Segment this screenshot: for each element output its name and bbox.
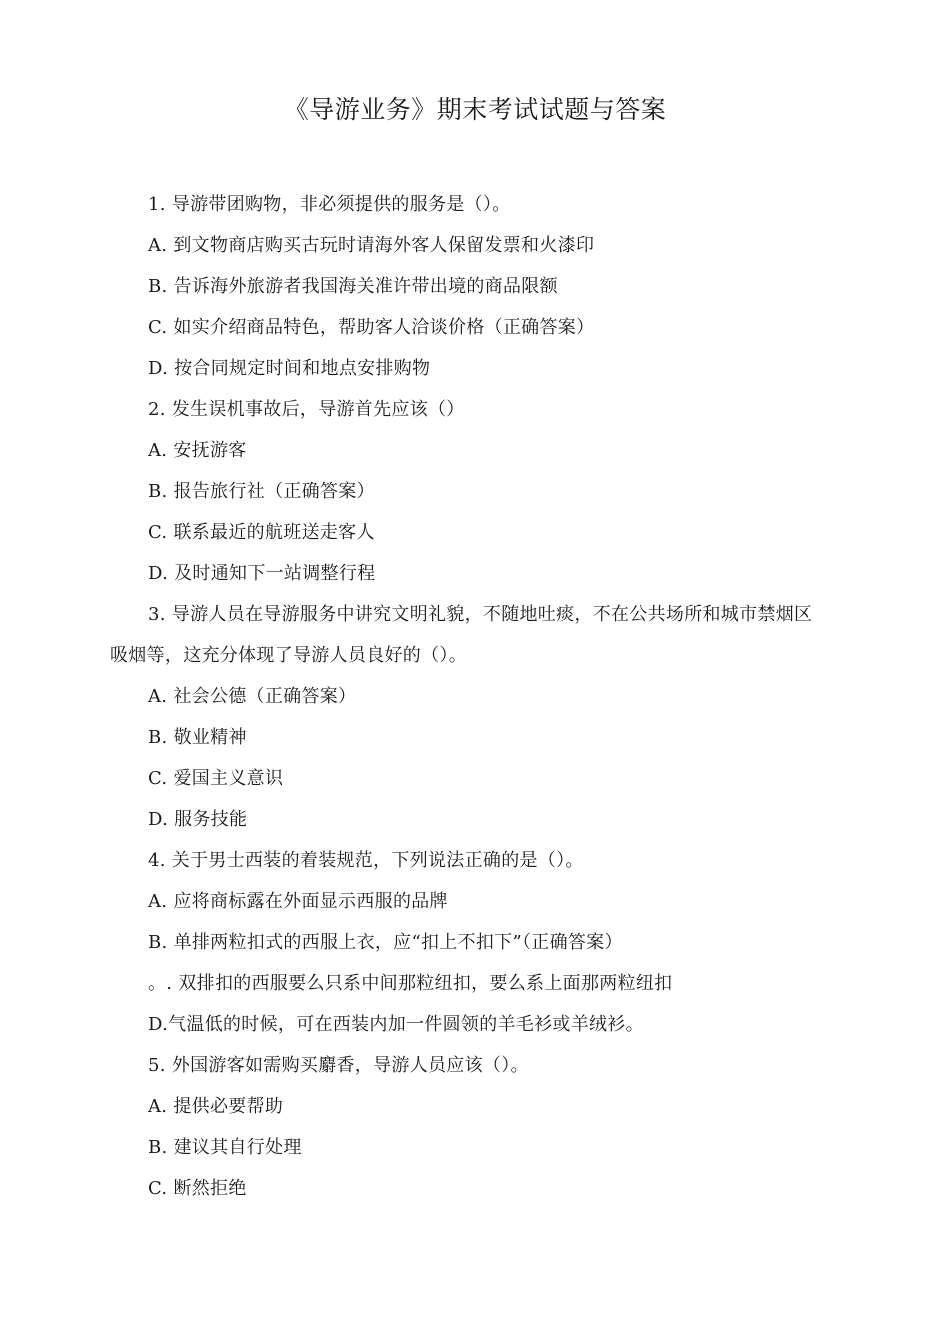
question-4-option-c: 。. 双排扣的西服要么只系中间那粒纽扣，要么系上面那两粒纽扣	[148, 973, 673, 994]
question-4-option-a: A. 应将商标露在外面显示西服的品牌	[148, 891, 448, 912]
question-2-option-d: D. 及时通知下一站调整行程	[148, 563, 376, 584]
question-3-option-d: D. 服务技能	[148, 809, 248, 830]
question-3-option-b: B. 敬业精神	[148, 727, 247, 748]
question-2-stem: 2. 发生误机事故后，导游首先应该（）	[148, 399, 465, 420]
question-2-option-a: A. 安抚游客	[148, 440, 247, 461]
question-4-option-b: B. 单排两粒扣式的西服上衣，应“扣上不扣下”（正确答案）	[148, 932, 623, 953]
question-5-option-c: C. 断然拒绝	[148, 1178, 247, 1199]
question-3-option-a: A. 社会公德（正确答案）	[148, 686, 357, 707]
question-1-option-b: B. 告诉海外旅游者我国海关准许带出境的商品限额	[148, 276, 558, 297]
question-1-option-c: C. 如实介绍商品特色，帮助客人洽谈价格（正确答案）	[148, 317, 595, 338]
question-1-stem: 1. 导游带团购物，非必须提供的服务是（）。	[148, 194, 511, 215]
question-4-stem: 4. 关于男士西装的着装规范，下列说法正确的是（）。	[148, 850, 584, 871]
question-2-option-c: C. 联系最近的航班送走客人	[148, 522, 375, 543]
question-3-stem: 3. 导游人员在导游服务中讲究文明礼貌，不随地吐痰，不在公共场所和城市禁烟区吸烟等，这充分体现了导游人员良好的（）。	[110, 604, 813, 666]
question-list	[110, 184, 830, 1209]
page-title: 《导游业务》期末考试试题与答案	[283, 95, 667, 124]
question-1-option-d: D. 按合同规定时间和地点安排购物	[148, 358, 431, 379]
question-2-option-b: B. 报告旅行社（正确答案）	[148, 481, 375, 502]
question-5-stem: 5. 外国游客如需购买麝香，导游人员应该（）。	[148, 1055, 529, 1076]
question-1-option-a: A. 到文物商店购买古玩时请海外客人保留发票和火漆印	[148, 235, 595, 256]
question-3-option-c: C. 爱国主义意识	[148, 768, 284, 789]
question-5-option-b: B. 建议其自行处理	[148, 1137, 302, 1158]
question-5-option-a: A. 提供必要帮助	[148, 1096, 284, 1117]
question-4-option-d: D.气温低的时候，可在西装内加一件圆领的羊毛衫或羊绒衫。	[148, 1014, 644, 1035]
